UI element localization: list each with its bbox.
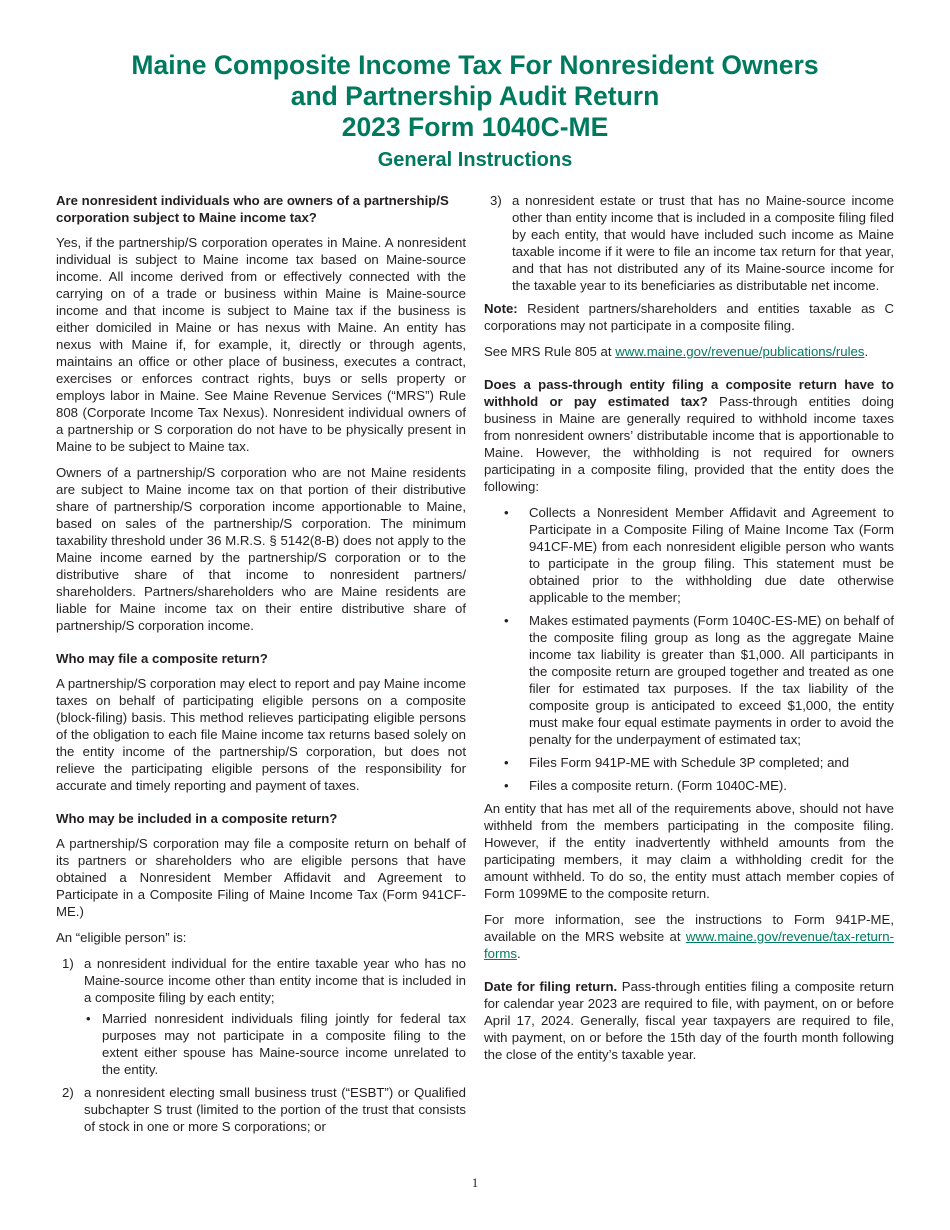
bullet-icon: • [504,755,509,770]
list-item [484,192,894,294]
note-text: Resident partners/shareholders and entities taxable as C corporations may not participate in a composite filing. [484,301,894,333]
subtitle: General Instructions [377,149,573,171]
list-item [484,612,894,748]
note-paragraph [484,300,894,334]
withholding-paragraph [484,376,894,495]
list-item [56,1084,466,1135]
requirements-list [484,504,894,794]
bullet-icon: • [86,1011,91,1026]
list-number: 1) [62,956,74,971]
heading-date-for-filing: Date for filing return. [484,979,618,994]
list-number: 2) [62,1085,74,1100]
paragraph: A partnership/S corporation may elect to report and pay Maine income taxes on behalf of participating eligible persons on a composite (block-filing) basis. This method relieves participating eligible persons of the obligation to each file Maine income tax returns based solely on the entity income of the partnership/S corporation, but does not relieve the participating eligible persons of the responsibility for accurate and timely reporting and payment of taxes. [56,676,466,793]
list-item-text: a nonresident estate or trust that has no Maine-source income other than entity income that is included in a composite filing filed by each entity, that would have included such income as Maine taxable income if it were to file an income tax return for that year, and that has not distributed any of its Maine-source income for the taxable year to its beneficiaries as distributable net income. [512,193,894,293]
list-item-text: Makes estimated payments (Form 1040C-ES-ME) on behalf of the composite filing group as long as the aggregate Maine income tax liability is greater than $1,000. All participants in the composite return are grouped together and treated as one filer for estimated tax purposes. If the tax liability of the composite group is anticipated to exceed $1,000, the entity must make four equal estimate payments in order to avoid the penalty for the underpayment of estimated tax; [529,613,895,747]
list-item [56,955,466,1078]
more-info-paragraph [484,911,894,962]
filing-date-paragraph [484,978,894,1063]
more-info-text: For more information, see the instructions to Form 941P-ME, available on the MRS website at [484,912,894,944]
paragraph: An “eligible person” is: [56,930,187,945]
title-line-1: Maine Composite Income Tax For Nonresident Owners [131,50,819,80]
bullet-icon: • [504,613,509,628]
heading-nonresident-owners: Are nonresident individuals who are owners of a partnership/S corporation subject to Maine income tax? [56,193,449,225]
left-column [56,192,466,1141]
tax-return-forms-link[interactable]: www.maine.gov/revenue/tax-return-forms [484,929,894,961]
title-line-3: 2023 Form 1040C-ME [341,112,609,142]
list-item [484,504,894,606]
rule-text: See MRS Rule 805 at [484,344,616,359]
bullet-icon: • [504,778,509,793]
more-info-suffix: . [516,946,521,961]
title-line-2: and Partnership Audit Return [290,81,660,111]
list-item [84,1010,466,1078]
note-label: Note: [484,301,518,316]
list-item [484,754,894,771]
heading-who-may-be-included: Who may be included in a composite return? [56,811,338,826]
list-item-text: Files a composite return. (Form 1040C-ME). [529,778,787,793]
list-number: 3) [490,193,502,208]
rule-suffix: . [864,344,869,359]
document-header [0,50,950,173]
page-number: 1 [471,1175,479,1190]
rule-paragraph [484,343,894,360]
list-item-text: a nonresident electing small business trust (“ESBT”) or Qualified subchapter S trust (limited to the portion of the trust that consists of stock in one or more S corporations; or [84,1085,466,1134]
paragraph: Owners of a partnership/S corporation who are not Maine residents are subject to Maine income tax on that portion of their distributive share of partnership/S corporation income apportionable to Maine, based on sales of the partnership/S corporation. The minimum taxability threshold under 36 M.R.S. § 5142(8-B) does not apply to the Maine income earned by the partnership/S corporation or to the distributive share of that income to nonresident partners/ shareholders. Partners/shareholders who are Maine residents are liable for Maine income tax on their entire distributive share of partnership/S corporation income. [56,465,466,633]
right-column [484,192,894,1072]
eligible-person-list [56,955,466,1135]
eligible-person-list-continued [484,192,894,294]
list-item [484,777,894,794]
paragraph: Yes, if the partnership/S corporation operates in Maine. A nonresident individual is subject to Maine income tax based on Maine-source income. All income derived from or effectively connected with the carrying on of a trade or business within Maine is Maine-source income and that income is subject to Maine tax if the business is either domiciled in Maine or has nexus with Maine. An entity has nexus with Maine if, for example, it, directly or through agents, maintains an office or other place of business, executes a contract, exercises or enforces contract rights, buys or sells property or employs labor in Maine. See Maine Revenue Services (“MRS”) Rule 808 (Corporate Income Tax Nexus). Nonresident individual owners of a partnership or S corporation do not have to be physically present in Maine to be subject to Maine tax. [56,235,466,454]
bullet-icon: • [504,505,509,520]
list-item-text: Collects a Nonresident Member Affidavit and Agreement to Participate in a Composite Filing of Maine Income Tax (Form 941CF-ME) from each nonresident eligible person who wants to participate in the group filing. This statement must be obtained prior to the withholding due date otherwise applicable to the member; [529,505,894,605]
list-item-text: Married nonresident individuals filing jointly for federal tax purposes may not participate in a composite filing to the extent either spouse has Maine-source income unrelated to the entity. [102,1011,466,1077]
withholding-text: Pass-through entities doing business in Maine are generally required to withhold income taxes from nonresident owners’ distributable income that is apportionable to Maine. However, the withholding is not required for owners participating in a composite filing, provided that the entity does the following: [484,394,895,494]
list-item-text: a nonresident individual for the entire taxable year who has no Maine-source income other than entity income that is included in a composite filing by each entity; [84,956,466,1005]
list-item-text: Files Form 941P-ME with Schedule 3P completed; and [529,755,850,770]
heading-who-may-file: Who may file a composite return? [56,651,268,666]
heading-withholding: Does a pass-through entity filing a composite return have to withhold or pay estimated tax? [484,377,894,409]
paragraph: An entity that has met all of the requirements above, should not have withheld from the members participating in the composite filing. However, if the entity inadvertently withheld amounts from the participating members, it may claim a withholding credit for the amount withheld. To do so, the entity must attach member copies of Form 1099ME to the composite return. [484,801,894,901]
paragraph: A partnership/S corporation may file a composite return on behalf of its partners or shareholders who are eligible persons that have obtained a Nonresident Member Affidavit and Agreement to Participate in a Composite Filing of Maine Income Tax (Form 941CF-ME.) [56,836,466,919]
sub-bullet-list [84,1010,466,1078]
rules-link[interactable]: www.maine.gov/revenue/publications/rules [615,344,865,359]
filing-date-text: Pass-through entities filing a composite return for calendar year 2023 are required to file, with payment, on or before April 17, 2024. Generally, fiscal year taxpayers are required to file, with payment, on or before the 15th day of the fourth month following the close of the entity’s taxable year. [484,979,894,1062]
